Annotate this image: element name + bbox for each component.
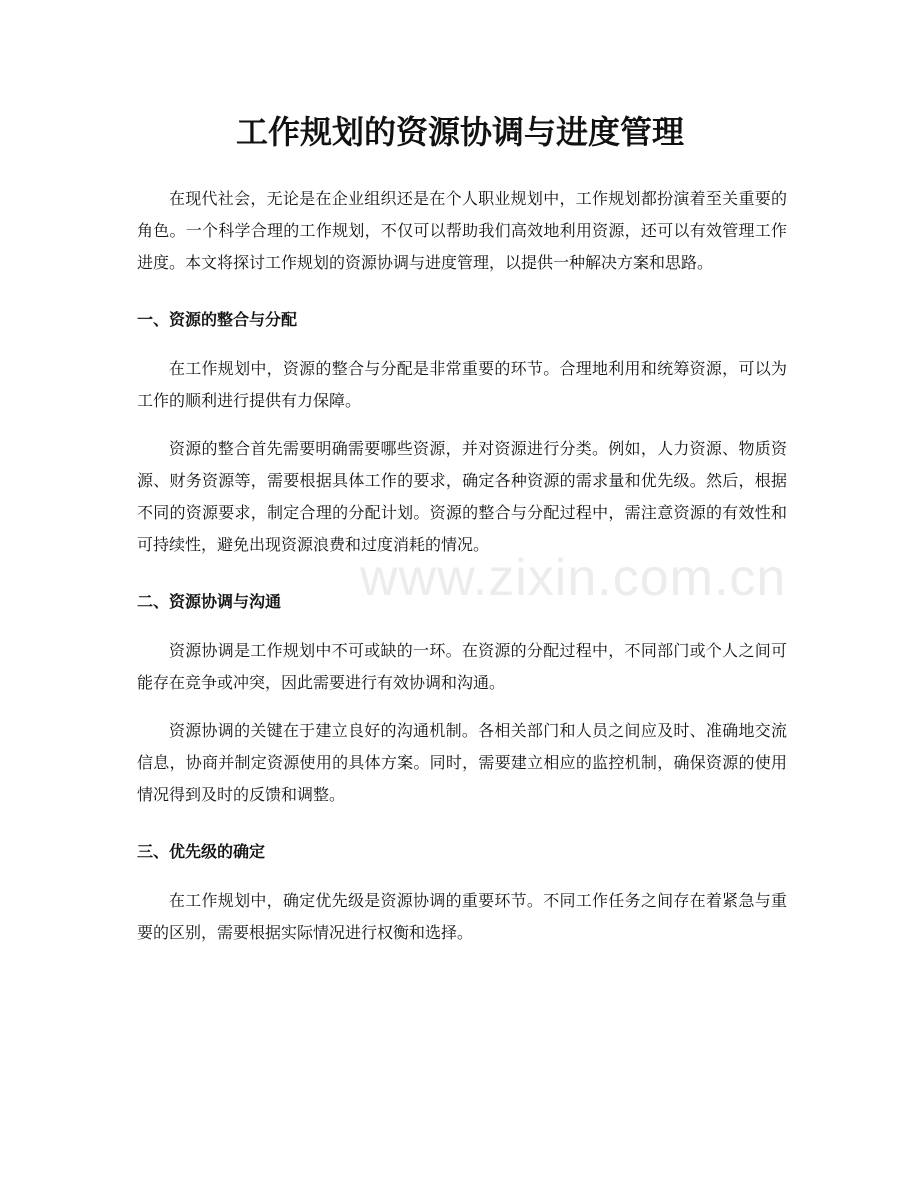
- section-2-paragraph-1: 资源协调是工作规划中不可或缺的一环。在资源的分配过程中，不同部门或个人之间可能存在竞争或冲突，因此需要进行有效协调和沟通。: [137, 641, 787, 692]
- section-heading-2: 二、资源协调与沟通: [137, 592, 282, 611]
- section-2-paragraph-2: 资源协调的关键在于建立良好的沟通机制。各相关部门和人员之间应及时、准确地交流信息，协商并制定资源使用的具体方案。同时，需要建立相应的监控机制，确保资源的使用情况得到及时的反馈和调整。: [137, 721, 787, 804]
- intro-paragraph: 在现代社会，无论是在企业组织还是在个人职业规划中，工作规划都扮演着至关重要的角色。一个科学合理的工作规划，不仅可以帮助我们高效地利用资源，还可以有效管理工作进度。本文将探讨工作规划的资源协调与进度管理，以提供一种解决方案和思路。: [137, 189, 787, 272]
- section-3-paragraph-1: 在工作规划中，确定优先级是资源协调的重要环节。不同工作任务之间存在着紧急与重要的区别，需要根据实际情况进行权衡和选择。: [137, 891, 787, 942]
- document-body: [137, 183, 787, 949]
- watermark: www.zixin.com.cn: [360, 549, 787, 607]
- document-title: 工作规划的资源协调与进度管理: [235, 113, 684, 151]
- section-heading-1: 一、资源的整合与分配: [137, 310, 298, 329]
- section-1-paragraph-1: 在工作规划中，资源的整合与分配是非常重要的环节。合理地利用和统筹资源，可以为工作的顺利进行提供有力保障。: [137, 359, 787, 410]
- section-heading-3: 三、优先级的确定: [137, 842, 266, 861]
- section-1-paragraph-2: 资源的整合首先需要明确需要哪些资源，并对资源进行分类。例如，人力资源、物质资源、财务资源等，需要根据具体工作的要求，确定各种资源的需求量和优先级。然后，根据不同的资源要求，制定合理的分配计划。资源的整合与分配过程中，需注意资源的有效性和可持续性，避免出现资源浪费和过度消耗的情况。: [137, 439, 787, 554]
